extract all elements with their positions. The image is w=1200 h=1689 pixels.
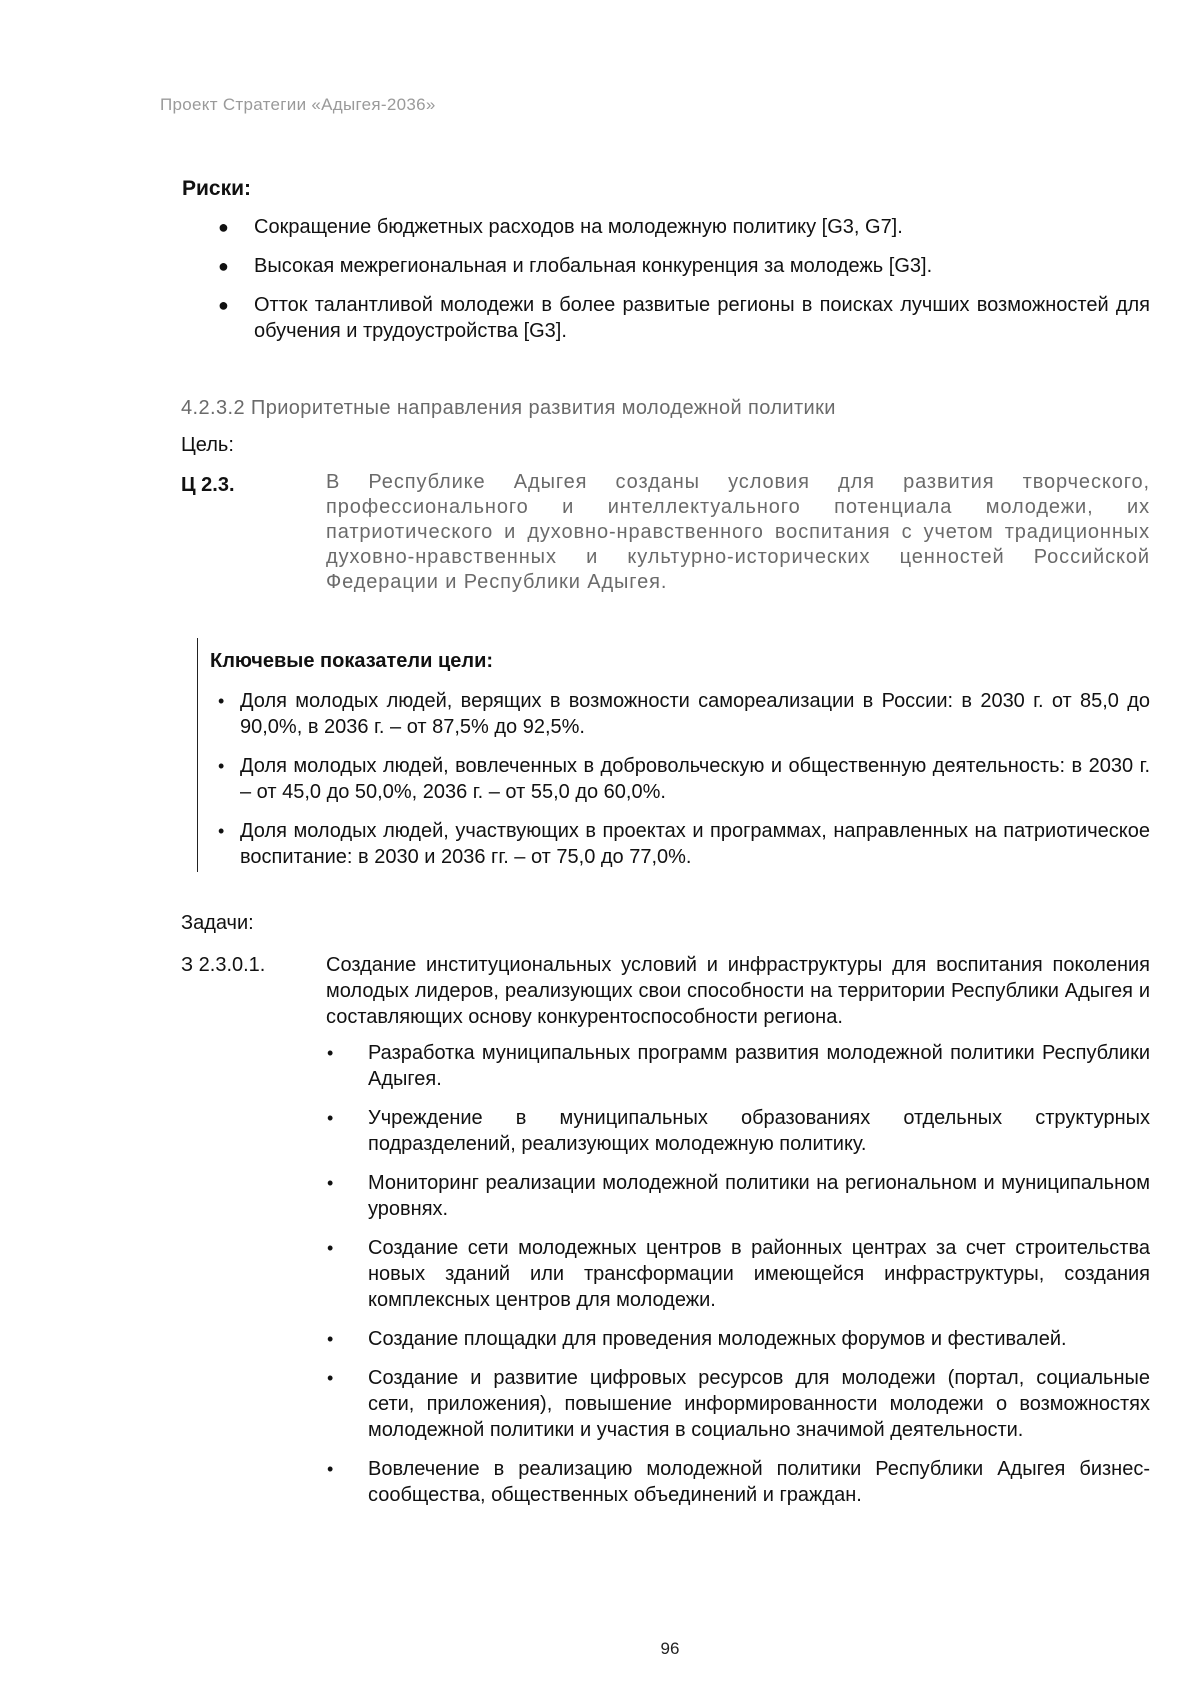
risks-title: Риски:: [182, 177, 252, 200]
tasks-label: Задачи:: [181, 912, 254, 934]
goal-code: Ц 2.3.: [181, 474, 235, 496]
bullet-icon: •: [327, 1329, 334, 1349]
goal-label: Цель:: [181, 434, 234, 456]
bullet-icon: ●: [218, 217, 229, 237]
list-item: • Создание сети молодежных центров в районных центрах за счет строительства новых зданий или трансформации имеющейся инфраструктуры, создания комплексных центров для молодежи.: [327, 1237, 1150, 1311]
bullet-icon: •: [218, 821, 225, 841]
list-item: • Разработка муниципальных программ развития молодежной политики Республики Адыгея.: [327, 1042, 1150, 1090]
bullet-icon: •: [327, 1368, 334, 1388]
bullet-icon: •: [327, 1108, 334, 1128]
list-item: • Доля молодых людей, верящих в возможности самореализации в России: в 2030 г. от 85,0 до 90,0%, в 2036 г. – от 87,5% до 92,5%.: [218, 690, 1150, 738]
task-code: З 2.3.0.1.: [181, 954, 266, 976]
bullet-icon: ●: [218, 256, 229, 276]
bullet-icon: •: [327, 1173, 334, 1193]
section-heading: 4.2.3.2 Приоритетные направления развития молодежной политики: [181, 397, 836, 419]
list-item: ● Сокращение бюджетных расходов на молодежную политику [G3, G7].: [218, 216, 903, 238]
bullet-icon: •: [218, 691, 225, 711]
bullet-icon: •: [218, 756, 225, 776]
list-item: • Доля молодых людей, вовлеченных в добровольческую и общественную деятельность: в 2030 г. – от 45,0 до 50,0%, 2036 г. – от 55,0 до 60,0%.: [218, 755, 1150, 803]
list-item: • Доля молодых людей, участвующих в проектах и программах, направленных на патриотическое воспитание: в 2030 и 2036 гг. – от 75,0 до 77,0%.: [218, 820, 1150, 868]
list-item: • Учреждение в муниципальных образованиях отдельных структурных подразделений, реализующих молодежную политику.: [327, 1107, 1150, 1155]
task-list: [327, 1040, 1150, 1521]
bullet-icon: •: [327, 1238, 334, 1258]
page-number: 96: [660, 1639, 680, 1658]
kpi-list: [218, 688, 1150, 883]
list-item: • Мониторинг реализации молодежной политики на региональном и муниципальном уровнях.: [327, 1172, 1150, 1220]
running-header: Проект Стратегии «Адыгея-2036»: [160, 95, 436, 114]
kpi-title: Ключевые показатели цели:: [210, 650, 494, 672]
list-item: ● Отток талантливой молодежи в более развитые регионы в поисках лучших возможностей для обучения и трудоустройства [G3].: [218, 294, 1150, 342]
list-item: • Вовлечение в реализацию молодежной политики Республики Адыгея бизнес-сообщества, общественных объединений и граждан.: [327, 1458, 1150, 1506]
list-item: • Создание и развитие цифровых ресурсов для молодежи (портал, социальные сети, приложения), повышение информированности молодежи о возможностях молодежной политики и участия в социально значимой деятельности.: [327, 1367, 1150, 1441]
task-text: Создание институциональных условий и инфраструктуры для воспитания поколения молодых лидеров, реализующих свои способности на территории Республики Адыгея и составляющих основу конкурентоспособности региона.: [326, 954, 1150, 1028]
goal-text: В Республике Адыгея созданы условия для развития творческого, профессионального и интеллектуального потенциала молодежи, их патриотического и духовно-нравственного воспитания с учетом традиционных духовно-нравственных и культурно-исторических ценностей Российской Федерации и Республики Адыгея.: [326, 471, 1150, 593]
bullet-icon: •: [327, 1043, 334, 1063]
risks-list: [218, 214, 1150, 357]
bullet-icon: ●: [218, 295, 229, 315]
list-item: • Создание площадки для проведения молодежных форумов и фестивалей.: [327, 1328, 1067, 1350]
bullet-icon: •: [327, 1459, 334, 1479]
list-item: ● Высокая межрегиональная и глобальная конкуренция за молодежь [G3].: [218, 255, 933, 277]
